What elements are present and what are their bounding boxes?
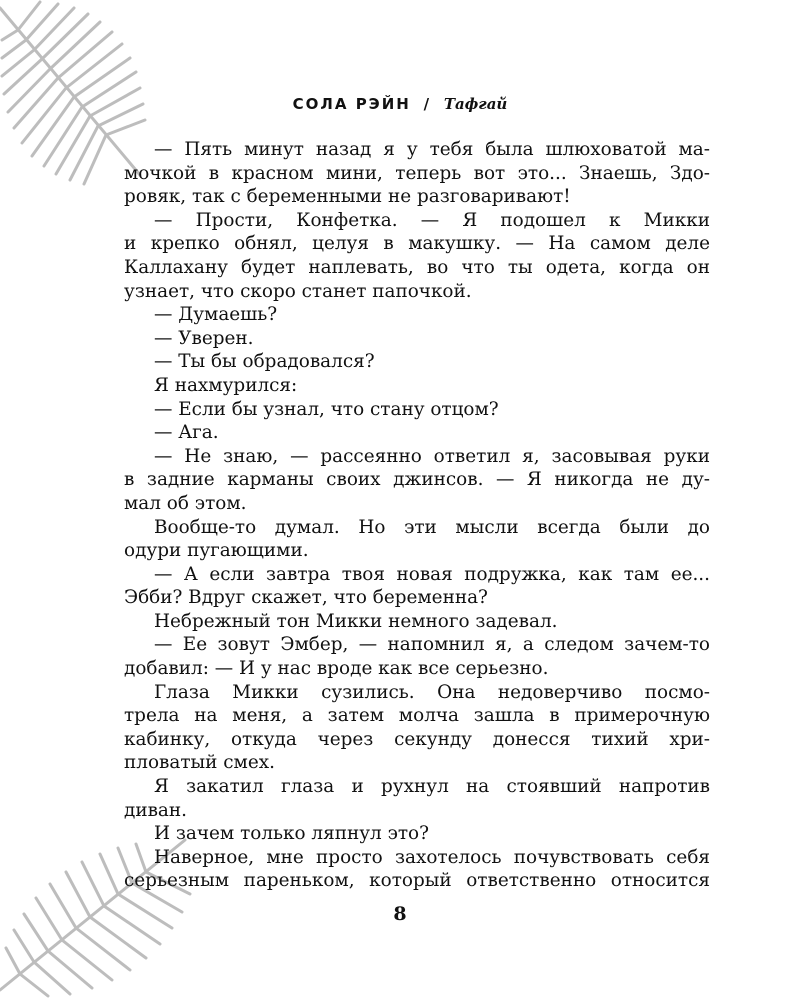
text-line: — Ее зовут Эмбер, — напомнил я, а следом зачем-то: [154, 634, 710, 656]
text-line: ровяк, так с беременными не разговаривают!: [124, 186, 571, 208]
text-line: диван.: [124, 799, 188, 821]
text-line: — Пять минут назад я у тебя была шлюховатой ма-: [154, 139, 710, 160]
text-line: добавил: — И у нас вроде как все серьезно.: [124, 658, 549, 680]
text-line: — Уверен.: [154, 327, 254, 349]
header-series-title: Тафгай: [443, 95, 508, 113]
text-line: мал об этом.: [124, 492, 247, 514]
text-line: кабинку, откуда через секунду донесся тихий хри-: [124, 728, 710, 750]
header-author: СОЛА РЭЙН: [292, 95, 411, 113]
text-line: — Не знаю, — рассеянно ответил я, засовывая руки: [154, 445, 710, 467]
text-line: пловатый смех.: [124, 752, 275, 774]
text-line: — Ты бы обрадовался?: [154, 351, 375, 373]
text-line: Эбби? Вдруг скажет, что беременна?: [124, 587, 488, 609]
text-line: Каллахану будет наплевать, во что ты одета, когда он: [124, 256, 710, 278]
page-number: 8: [393, 903, 407, 925]
running-header: [0, 95, 800, 113]
text-line: трела на меня, а затем молча зашла в примерочную: [124, 705, 710, 727]
text-line: Я нахмурился:: [154, 374, 298, 396]
text-line: Вообще-то думал. Но эти мысли всегда были до: [154, 516, 710, 538]
text-line: Я закатил глаза и рухнул на стоявший напротив: [154, 776, 710, 798]
text-line: — Думаешь?: [154, 304, 278, 326]
text-line: Небрежный тон Микки немного задевал.: [154, 610, 558, 632]
text-line: узнает, что скоро станет папочкой.: [124, 280, 472, 302]
text-line: в задние карманы своих джинсов. — Я никогда не ду-: [124, 469, 710, 491]
text-line: серьезным пареньком, который ответственно относится: [124, 870, 710, 892]
text-line: И зачем только ляпнул это?: [154, 823, 429, 845]
text-line: — Прости, Конфетка. — Я подошел к Микки: [154, 209, 710, 231]
text-line: мочкой в красном мини, теперь вот это... Знаешь, Здо-: [124, 162, 710, 184]
text-line: Наверное, мне просто захотелось почувствовать себя: [154, 846, 710, 868]
text-line: — Если бы узнал, что стану отцом?: [154, 398, 499, 420]
body-text: [124, 138, 710, 893]
text-line: — Ага.: [154, 422, 219, 444]
text-line: Глаза Микки сузились. Она недоверчиво посмо-: [154, 681, 710, 703]
text-line: одури пугающими.: [124, 540, 309, 562]
text-line: — А если завтра твоя новая подружка, как там ее...: [154, 563, 710, 585]
text-line: и крепко обнял, целуя в макушку. — На самом деле: [124, 233, 710, 255]
header-separator: /: [423, 95, 432, 113]
